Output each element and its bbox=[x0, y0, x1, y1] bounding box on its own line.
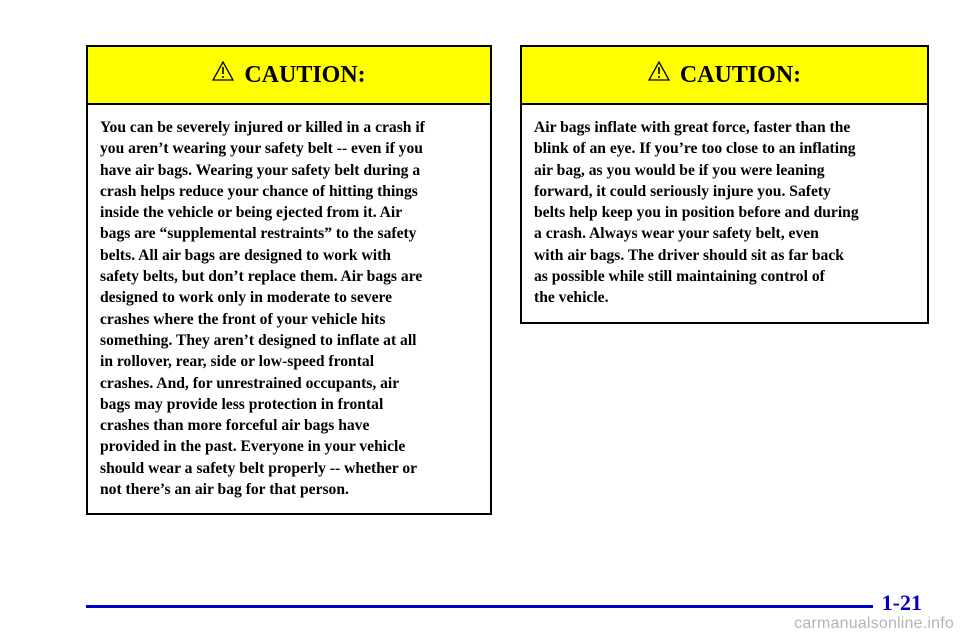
caution-text-line: belts help keep you in position before and during bbox=[534, 204, 859, 222]
caution-text-line: bags are “supplemental restraints” to the safety bbox=[100, 225, 417, 243]
caution-text-line: provided in the past. Everyone in your vehicle bbox=[100, 438, 406, 456]
caution-text-line: crashes than more forceful air bags have bbox=[100, 417, 370, 435]
caution-text-line: not there’s an air bag for that person. bbox=[100, 481, 349, 499]
caution-box-left bbox=[86, 45, 492, 515]
caution-text-line: designed to work only in moderate to severe bbox=[100, 289, 393, 307]
caution-text-line: have air bags. Wearing your safety belt during a bbox=[100, 161, 421, 179]
warning-triangle-icon bbox=[212, 61, 234, 81]
caution-header-right bbox=[522, 47, 927, 105]
caution-text-line: You can be severely injured or killed in a crash if bbox=[100, 119, 425, 136]
caution-text-line: air bag, as you would be if you were leaning bbox=[534, 161, 825, 179]
caution-body-left bbox=[88, 105, 490, 500]
caution-text-line: crashes. And, for unrestrained occupants, air bbox=[100, 374, 400, 392]
watermark: carmanualsonline.info bbox=[794, 615, 954, 632]
caution-text-line: crash helps reduce your chance of hitting things bbox=[100, 182, 418, 200]
footer-rule bbox=[86, 605, 873, 608]
caution-text-line: safety belts, but don’t replace them. Air bags are bbox=[100, 268, 423, 286]
caution-text-line: forward, it could seriously injure you. Safety bbox=[534, 182, 831, 200]
caution-box-right bbox=[520, 45, 929, 324]
caution-text-line: a crash. Always wear your safety belt, even bbox=[534, 225, 819, 243]
caution-text-line: in rollover, rear, side or low-speed frontal bbox=[100, 353, 375, 371]
caution-header-left bbox=[88, 47, 490, 105]
caution-text-line: blink of an eye. If you’re too close to an inflating bbox=[534, 140, 856, 158]
caution-text-line: belts. All air bags are designed to work with bbox=[100, 246, 391, 264]
warning-triangle-icon bbox=[648, 61, 670, 81]
caution-text-line: bags may provide less protection in frontal bbox=[100, 395, 384, 413]
caution-text-line: inside the vehicle or being ejected from it. Air bbox=[100, 204, 403, 222]
caution-text-line: should wear a safety belt properly -- whether or bbox=[100, 459, 418, 477]
caution-text-line: something. They aren’t designed to inflate at all bbox=[100, 331, 417, 349]
caution-text-line: you aren’t wearing your safety belt -- even if you bbox=[100, 140, 423, 158]
caution-text-line: with air bags. The driver should sit as far back bbox=[534, 246, 844, 264]
page-number: 1-21 bbox=[881, 590, 922, 615]
caution-text-line: the vehicle. bbox=[534, 289, 609, 307]
caution-title-right: CAUTION: bbox=[679, 61, 802, 88]
caution-body-right bbox=[522, 105, 927, 309]
caution-text-line: as possible while still maintaining control of bbox=[534, 268, 825, 286]
caution-text-line: crashes where the front of your vehicle hits bbox=[100, 310, 386, 328]
caution-title-left: CAUTION: bbox=[244, 61, 366, 88]
caution-text-line: Air bags inflate with great force, faster than the bbox=[534, 119, 851, 136]
